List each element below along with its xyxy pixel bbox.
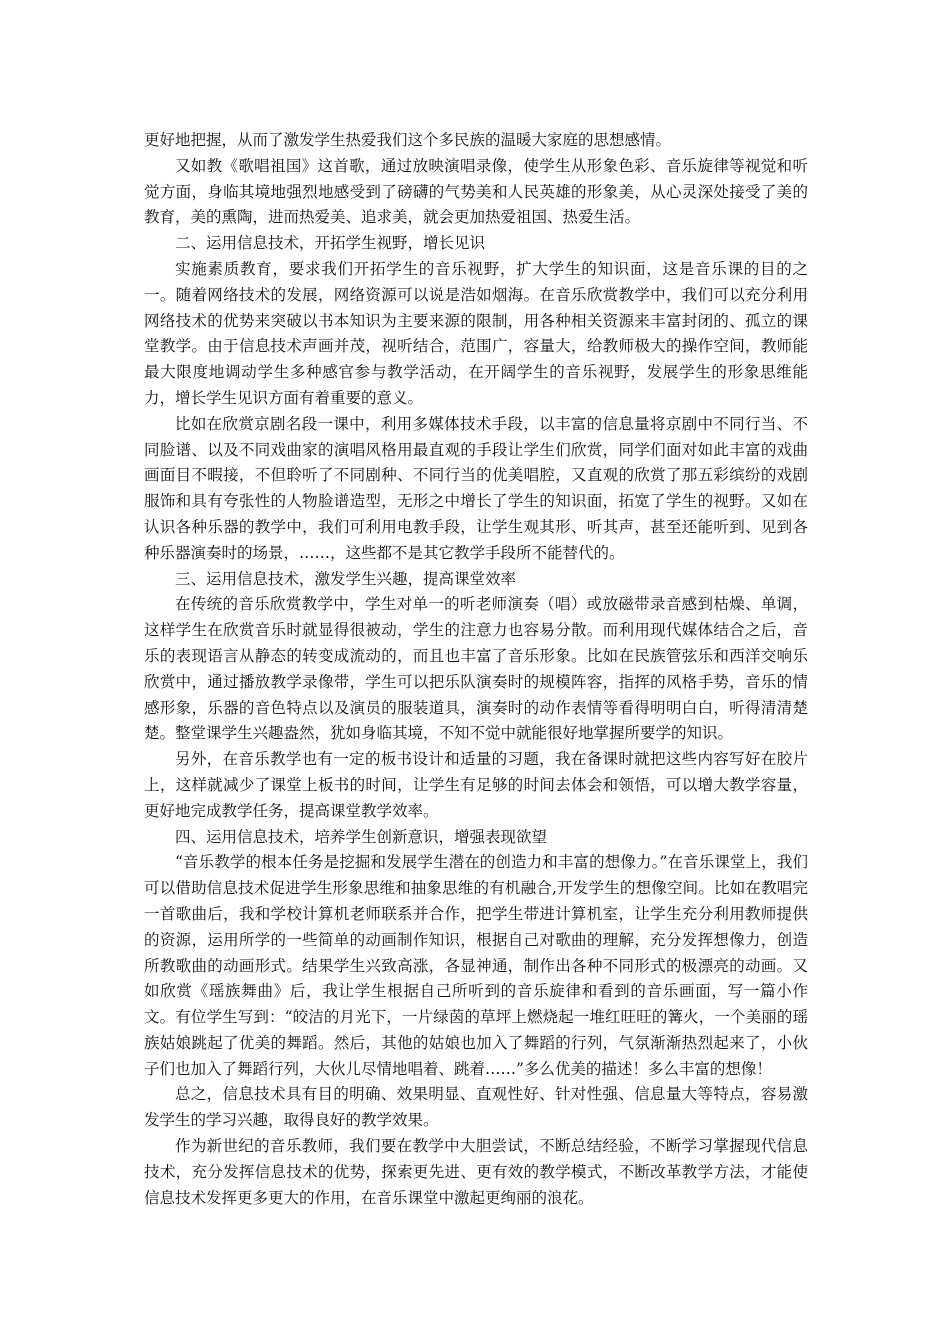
paragraph: 又如教《歌唱祖国》这首歌，通过放映演唱录像，使学生从形象色彩、音乐旋律等视觉和听觉方面，身临其境地强烈地感受到了磅礴的气势美和人民英雄的形象美，从心灵深处接受了美的教育，美的熏陶，进而热爱美、追求美，就会更加热爱祖国、热爱生活。 — [144, 156, 808, 227]
paragraph: “音乐教学的根本任务是挖掘和发展学生潜在的创造力和丰富的想像力。”在音乐课堂上，我们可以借助信息技术促进学生形象思维和抽象思维的有机融合,开发学生的想像空间。比如在教唱完一首歌曲后，我和学校计算机老师联系并合作，把学生带进计算机室，让学生充分利用教师提供的资源，运用所学的一些简单的动画制作知识，根据自己对歌曲的理解，充分发挥想像力，创造所教歌曲的动画形式。结果学生兴致高涨，各显神通，制作出各种不同形式的极漂亮的动画。又如欣赏《瑶族舞曲》后，我让学生根据自己所听到的音乐旋律和看到的音乐画面，写一篇小作文。有位学生写到：“皎洁的月光下，一片绿茵的草坪上燃烧起一堆红旺旺的篝火，一个美丽的瑶族姑娘跳起了优美的舞蹈。然后，其他的姑娘也加入了舞蹈的行列，气氛渐渐热烈起来了，小伙子们也加入了舞蹈行列，大伙儿尽情地唱着、跳着……”多么优美的描述！多么丰富的想像！ — [144, 853, 808, 1078]
paragraph: 作为新世纪的音乐教师，我们要在教学中大胆尝试，不断总结经验，不断学习掌握现代信息技术，充分发挥信息技术的优势，探索更先进、更有效的教学模式，不断改革教学方法，才能使信息技术发挥更多更大的作用，在音乐课堂中激起更绚丽的浪花。 — [144, 1137, 808, 1207]
document-page — [144, 128, 808, 1211]
paragraph: 在传统的音乐欣赏教学中，学生对单一的听老师演奏（唱）或放磁带录音感到枯燥、单调，这样学生在欣赏音乐时就显得很被动，学生的注意力也容易分散。而利用现代媒体结合之后，音乐的表现语言从静态的转变成流动的，而且也丰富了音乐形象。比如在民族管弦乐和西洋交响乐欣赏中，通过播放教学录像带，学生可以把乐队演奏时的规模阵容，指挥的风格手势，音乐的情感形象，乐器的音色特点以及演员的服装道具，演奏时的动作表情等看得明明白白，听得清清楚楚。整堂课学生兴趣盎然，犹如身临其境，不知不觉中就能很好地掌握所要学的知识。 — [144, 595, 808, 743]
paragraph-continuation: 更好地把握，从而了激发学生热爱我们这个多民族的温暖大家庭的思想感情。 — [144, 131, 672, 149]
section-heading-4: 四、运用信息技术，培养学生创新意识，增强表现欲望 — [175, 827, 548, 846]
paragraph: 总之，信息技术具有目的明确、效果明显、直观性好、针对性强、信息量大等特点，容易激发学生的学习兴趣，取得良好的教学效果。 — [144, 1085, 808, 1130]
section-heading-2: 二、运用信息技术，开拓学生视野，增长见识 — [175, 234, 486, 253]
section-heading-3: 三、运用信息技术，激发学生兴趣，提高课堂效率 — [175, 569, 517, 588]
paragraph: 比如在欣赏京剧名段一课中，利用多媒体技术手段，以丰富的信息量将京剧中不同行当、不同脸谱、以及不同戏曲家的演唱风格用最直观的手段让学生们欣赏，同学们面对如此丰富的戏曲画面目不暇接，不但聆听了不同剧种、不同行当的优美唱腔，又直观的欣赏了那五彩缤纷的戏剧服饰和具有夸张性的人物脸谱造型，无形之中增长了学生的知识面，拓宽了学生的视野。又如在认识各种乐器的教学中，我们可利用电教手段，让学生观其形、听其声，甚至还能听到、见到各种乐器演奏时的场景，……，这些都不是其它教学手段所不能替代的。 — [144, 414, 808, 562]
paragraph: 实施素质教育，要求我们开拓学生的音乐视野，扩大学生的知识面，这是音乐课的目的之一。随着网络技术的发展，网络资源可以说是浩如烟海。在音乐欣赏教学中，我们可以充分利用网络技术的优势来突破以书本知识为主要来源的限制，用各种相关资源来丰富封闭的、孤立的课堂教学。由于信息技术声画并茂，视听结合，范围广，容量大，给教师极大的操作空间，教师能最大限度地调动学生多种感官参与教学活动，在开阔学生的音乐视野，发展学生的形象思维能力，增长学生见识方面有着重要的意义。 — [144, 259, 808, 407]
paragraph: 另外，在音乐教学也有一定的板书设计和适量的习题，我在备课时就把这些内容写好在胶片上，这样就减少了课堂上板书的时间，让学生有足够的时间去体会和领悟，可以增大教学容量，更好地完成教学任务，提高课堂教学效率。 — [144, 750, 808, 820]
